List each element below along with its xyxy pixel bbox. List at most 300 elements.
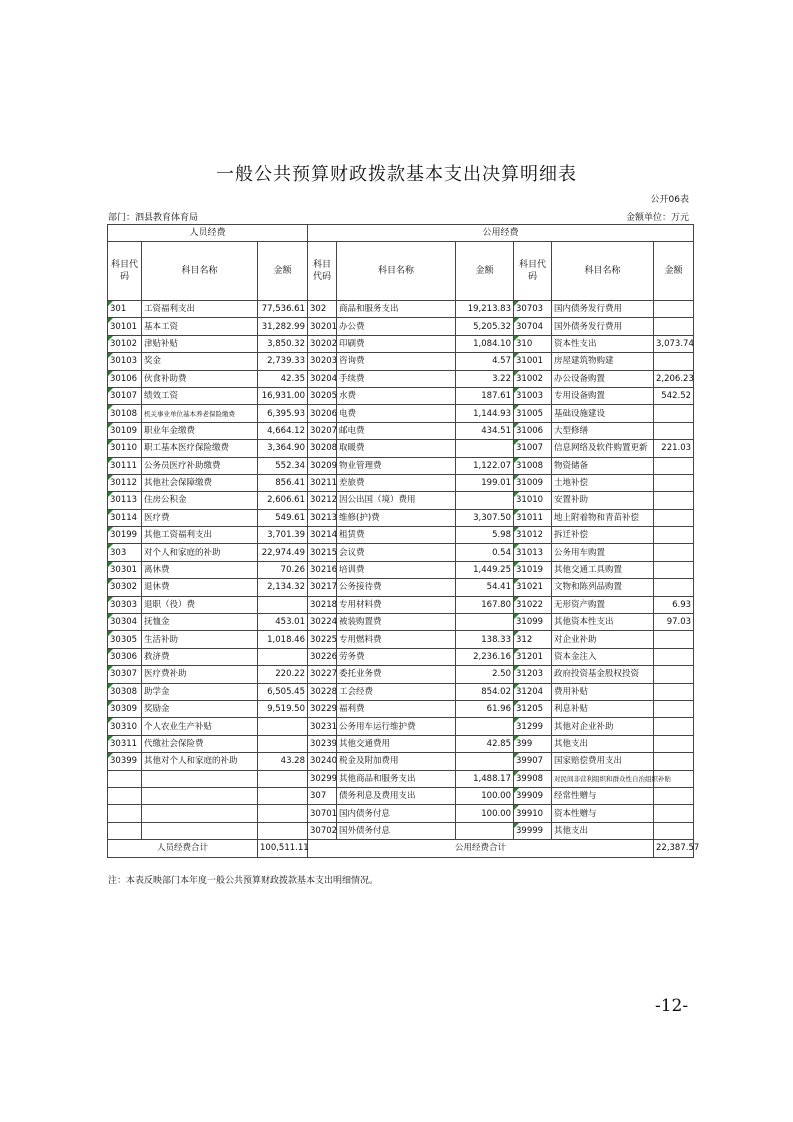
public-b-amount-cell (654, 318, 694, 335)
public-b-amount-cell (654, 648, 694, 665)
public-b-amount-cell (654, 509, 694, 526)
personnel-code-cell: 30311 (108, 735, 142, 752)
total-personnel-value: 100,511.11 (258, 840, 308, 857)
public-b-code-cell: 31010 (514, 492, 552, 509)
personnel-name-cell: 其他社会保障缴费 (142, 474, 258, 491)
public-a-name-cell: 水费 (337, 387, 456, 404)
public-b-amount-cell: 97.03 (654, 614, 694, 631)
public-a-amount-cell: 3,307.50 (456, 509, 514, 526)
public-a-amount-cell: 854.02 (456, 683, 514, 700)
public-b-name-cell: 对民间非营利组织和群众性自治组织补贴 (552, 770, 654, 787)
public-a-amount-cell: 2.50 (456, 666, 514, 683)
public-a-name-cell: 工会经费 (337, 683, 456, 700)
personnel-amount-cell (258, 822, 308, 839)
public-a-amount-cell: 4.57 (456, 353, 514, 370)
personnel-code-cell: 30310 (108, 718, 142, 735)
public-b-name-cell: 地上附着物和青苗补偿 (552, 509, 654, 526)
personnel-name-cell: 抚恤金 (142, 614, 258, 631)
personnel-amount-cell: 3,850.32 (258, 335, 308, 352)
personnel-name-cell: 住房公积金 (142, 492, 258, 509)
public-b-amount-cell (654, 666, 694, 683)
public-b-code-cell: 31022 (514, 596, 552, 613)
public-b-name-cell: 国外债务发行费用 (552, 318, 654, 335)
public-b-amount-cell (654, 405, 694, 422)
personnel-name-cell: 奖励金 (142, 700, 258, 717)
personnel-code-cell: 30309 (108, 700, 142, 717)
public-b-amount-cell (654, 579, 694, 596)
personnel-name-cell: 基本工资 (142, 318, 258, 335)
personnel-name-cell: 医疗费 (142, 509, 258, 526)
personnel-amount-cell: 77,536.61 (258, 301, 308, 318)
public-a-code-cell: 30206 (308, 405, 337, 422)
public-a-code-cell: 30225 (308, 631, 337, 648)
public-b-code-cell: 31007 (514, 440, 552, 457)
public-b-code-cell: 39999 (514, 822, 552, 839)
personnel-code-cell: 30112 (108, 474, 142, 491)
personnel-code-cell: 30109 (108, 422, 142, 439)
personnel-name-cell: 救济费 (142, 648, 258, 665)
column-header-name: 科目名称 (337, 242, 456, 301)
public-b-code-cell: 31006 (514, 422, 552, 439)
totals-row (108, 840, 694, 857)
public-b-code-cell: 31001 (514, 353, 552, 370)
public-a-code-cell: 30208 (308, 440, 337, 457)
personnel-code-cell: 30113 (108, 492, 142, 509)
personnel-amount-cell (258, 735, 308, 752)
public-b-name-cell: 房屋建筑物购建 (552, 353, 654, 370)
personnel-amount-cell: 1,018.46 (258, 631, 308, 648)
public-a-amount-cell: 187.61 (456, 387, 514, 404)
personnel-name-cell: 机关事业单位基本养老保险缴费 (142, 405, 258, 422)
public-a-amount-cell: 3.22 (456, 370, 514, 387)
public-b-name-cell: 资本性支出 (552, 335, 654, 352)
column-header-code: 科目代码 (514, 242, 552, 301)
public-b-amount-cell (654, 770, 694, 787)
public-b-name-cell: 信息网络及软件购置更新 (552, 440, 654, 457)
personnel-code-cell: 30301 (108, 561, 142, 578)
public-b-name-cell: 拆迁补偿 (552, 527, 654, 544)
public-a-code-cell: 30207 (308, 422, 337, 439)
public-b-code-cell: 312 (514, 631, 552, 648)
table-row (108, 700, 694, 717)
public-b-amount-cell: 221.03 (654, 440, 694, 457)
public-a-amount-cell: 42.85 (456, 735, 514, 752)
public-b-amount-cell (654, 787, 694, 804)
public-a-amount-cell: 100.00 (456, 787, 514, 804)
personnel-name-cell (142, 822, 258, 839)
public-b-name-cell: 其他交通工具购置 (552, 561, 654, 578)
public-a-name-cell: 公务用车运行维护费 (337, 718, 456, 735)
public-b-name-cell: 土地补偿 (552, 474, 654, 491)
table-row (108, 787, 694, 804)
table-row (108, 474, 694, 491)
public-a-name-cell: 培训费 (337, 561, 456, 578)
public-b-name-cell: 大型修缮 (552, 422, 654, 439)
personnel-code-cell: 30306 (108, 648, 142, 665)
personnel-name-cell: 个人农业生产补贴 (142, 718, 258, 735)
table-row (108, 387, 694, 404)
group-header-row (108, 225, 694, 242)
personnel-code-cell: 30102 (108, 335, 142, 352)
public-b-code-cell: 39909 (514, 787, 552, 804)
personnel-code-cell (108, 770, 142, 787)
table-row (108, 527, 694, 544)
public-a-amount-cell (456, 822, 514, 839)
public-a-code-cell: 30299 (308, 770, 337, 787)
table-row (108, 370, 694, 387)
public-a-code-cell: 30240 (308, 753, 337, 770)
public-b-amount-cell (654, 822, 694, 839)
personnel-code-cell: 30106 (108, 370, 142, 387)
public-b-name-cell: 对企业补助 (552, 631, 654, 648)
public-b-amount-cell (654, 718, 694, 735)
public-b-name-cell: 其他支出 (552, 735, 654, 752)
public-a-amount-cell (456, 753, 514, 770)
personnel-name-cell: 退职（役）费 (142, 596, 258, 613)
public-b-code-cell: 399 (514, 735, 552, 752)
public-b-code-cell: 31019 (514, 561, 552, 578)
personnel-amount-cell: 22,974.49 (258, 544, 308, 561)
public-b-name-cell: 基础设施建设 (552, 405, 654, 422)
public-b-code-cell: 31009 (514, 474, 552, 491)
public-a-code-cell: 30217 (308, 579, 337, 596)
public-b-amount-cell: 6.93 (654, 596, 694, 613)
personnel-amount-cell: 6,505.45 (258, 683, 308, 700)
public-a-code-cell: 30205 (308, 387, 337, 404)
column-header-name: 科目名称 (552, 242, 654, 301)
public-a-code-cell: 30218 (308, 596, 337, 613)
personnel-code-cell: 30399 (108, 753, 142, 770)
public-b-amount-cell (654, 422, 694, 439)
personnel-amount-cell: 2,134.32 (258, 579, 308, 596)
personnel-code-cell: 30303 (108, 596, 142, 613)
form-number: 公开06表 (650, 195, 689, 205)
column-header-amount: 金额 (258, 242, 308, 301)
personnel-name-cell: 工资福利支出 (142, 301, 258, 318)
personnel-code-cell: 303 (108, 544, 142, 561)
public-b-name-cell: 物资储备 (552, 457, 654, 474)
table-row (108, 822, 694, 839)
table-row (108, 805, 694, 822)
table-row (108, 440, 694, 457)
public-a-amount-cell: 5.98 (456, 527, 514, 544)
public-a-name-cell: 电费 (337, 405, 456, 422)
public-b-amount-cell (654, 683, 694, 700)
public-b-amount-cell (654, 301, 694, 318)
personnel-amount-cell (258, 596, 308, 613)
public-a-name-cell: 国内债务付息 (337, 805, 456, 822)
public-b-name-cell: 文物和陈列品购置 (552, 579, 654, 596)
public-b-code-cell: 31299 (514, 718, 552, 735)
table-row (108, 614, 694, 631)
personnel-amount-cell: 453.01 (258, 614, 308, 631)
public-a-code-cell: 30701 (308, 805, 337, 822)
public-a-code-cell: 30201 (308, 318, 337, 335)
public-a-amount-cell: 1,449.25 (456, 561, 514, 578)
public-a-code-cell: 30226 (308, 648, 337, 665)
public-a-amount-cell: 1,084.10 (456, 335, 514, 352)
personnel-amount-cell (258, 805, 308, 822)
column-header-code: 科目代码 (308, 242, 337, 301)
public-a-code-cell: 30231 (308, 718, 337, 735)
public-b-code-cell: 31012 (514, 527, 552, 544)
public-b-amount-cell (654, 735, 694, 752)
public-b-name-cell: 其他资本性支出 (552, 614, 654, 631)
public-a-amount-cell (456, 440, 514, 457)
public-a-name-cell: 被装购置费 (337, 614, 456, 631)
public-a-name-cell: 商品和服务支出 (337, 301, 456, 318)
public-a-name-cell: 公务接待费 (337, 579, 456, 596)
personnel-amount-cell: 9,519.50 (258, 700, 308, 717)
public-b-amount-cell (654, 561, 694, 578)
personnel-amount-cell: 31,282.99 (258, 318, 308, 335)
public-a-amount-cell: 54.41 (456, 579, 514, 596)
table-row (108, 544, 694, 561)
public-a-name-cell: 取暖费 (337, 440, 456, 457)
public-b-code-cell: 39910 (514, 805, 552, 822)
table-row (108, 509, 694, 526)
table-row (108, 457, 694, 474)
personnel-code-cell: 30308 (108, 683, 142, 700)
personnel-amount-cell: 549.61 (258, 509, 308, 526)
personnel-name-cell (142, 787, 258, 804)
table-row (108, 753, 694, 770)
table-row (108, 405, 694, 422)
personnel-name-cell: 医疗费补助 (142, 666, 258, 683)
public-b-name-cell: 公务用车购置 (552, 544, 654, 561)
personnel-code-cell (108, 805, 142, 822)
column-header-row (108, 242, 694, 301)
table-row (108, 301, 694, 318)
personnel-code-cell: 30199 (108, 527, 142, 544)
personnel-name-cell: 奖金 (142, 353, 258, 370)
personnel-code-cell: 30107 (108, 387, 142, 404)
personnel-amount-cell: 43.28 (258, 753, 308, 770)
expenditure-detail-table (107, 224, 700, 858)
public-a-amount-cell: 199.01 (456, 474, 514, 491)
public-b-code-cell: 31203 (514, 666, 552, 683)
personnel-name-cell: 公务员医疗补助缴费 (142, 457, 258, 474)
public-a-name-cell: 会议费 (337, 544, 456, 561)
group-header-public: 公用经费 (308, 225, 694, 242)
public-b-name-cell: 其他对企业补助 (552, 718, 654, 735)
public-a-name-cell: 因公出国（境）费用 (337, 492, 456, 509)
table-row (108, 492, 694, 509)
public-b-code-cell: 31099 (514, 614, 552, 631)
public-a-code-cell: 30227 (308, 666, 337, 683)
public-b-code-cell: 31011 (514, 509, 552, 526)
public-b-code-cell: 30703 (514, 301, 552, 318)
public-b-code-cell: 31021 (514, 579, 552, 596)
personnel-amount-cell: 552.34 (258, 457, 308, 474)
amount-unit-label: 金额单位：万元 (625, 213, 689, 223)
public-b-amount-cell (654, 474, 694, 491)
public-a-amount-cell: 167.80 (456, 596, 514, 613)
personnel-name-cell: 代缴社会保险费 (142, 735, 258, 752)
personnel-amount-cell: 3,364.90 (258, 440, 308, 457)
column-header-amount: 金额 (456, 242, 514, 301)
table-row (108, 666, 694, 683)
public-a-code-cell: 30214 (308, 527, 337, 544)
public-a-name-cell: 维修(护)费 (337, 509, 456, 526)
personnel-amount-cell: 42.35 (258, 370, 308, 387)
personnel-amount-cell: 2,739.33 (258, 353, 308, 370)
public-b-name-cell: 政府投资基金股权投资 (552, 666, 654, 683)
public-a-name-cell: 其他交通费用 (337, 735, 456, 752)
page-number: -12- (655, 996, 689, 1016)
public-b-name-cell: 安置补助 (552, 492, 654, 509)
public-a-amount-cell (456, 492, 514, 509)
personnel-code-cell (108, 787, 142, 804)
personnel-code-cell: 30302 (108, 579, 142, 596)
public-b-code-cell: 31201 (514, 648, 552, 665)
table-row (108, 735, 694, 752)
personnel-amount-cell: 4,664.12 (258, 422, 308, 439)
public-a-name-cell: 债务利息及费用支出 (337, 787, 456, 804)
public-a-name-cell: 其他商品和服务支出 (337, 770, 456, 787)
public-b-name-cell: 资本金注入 (552, 648, 654, 665)
public-b-amount-cell (654, 527, 694, 544)
public-a-name-cell: 福利费 (337, 700, 456, 717)
personnel-amount-cell: 220.22 (258, 666, 308, 683)
table-row (108, 648, 694, 665)
public-a-amount-cell: 2,236.16 (456, 648, 514, 665)
table-row (108, 335, 694, 352)
public-b-name-cell: 经常性赠与 (552, 787, 654, 804)
personnel-amount-cell (258, 770, 308, 787)
public-b-code-cell: 31008 (514, 457, 552, 474)
public-a-amount-cell (456, 718, 514, 735)
personnel-amount-cell: 70.26 (258, 561, 308, 578)
personnel-amount-cell: 856.41 (258, 474, 308, 491)
personnel-code-cell: 30101 (108, 318, 142, 335)
personnel-name-cell: 职业年金缴费 (142, 422, 258, 439)
column-header-name: 科目名称 (142, 242, 258, 301)
public-b-code-cell: 30704 (514, 318, 552, 335)
personnel-name-cell (142, 805, 258, 822)
public-a-code-cell: 30702 (308, 822, 337, 839)
public-b-name-cell: 无形资产购置 (552, 596, 654, 613)
public-b-amount-cell (654, 753, 694, 770)
personnel-amount-cell: 16,931.00 (258, 387, 308, 404)
public-a-code-cell: 30211 (308, 474, 337, 491)
public-b-amount-cell: 2,206.23 (654, 370, 694, 387)
total-public-label: 公用经费合计 (308, 840, 654, 857)
personnel-name-cell: 其他工资福利支出 (142, 527, 258, 544)
public-b-amount-cell: 3,073.74 (654, 335, 694, 352)
public-a-code-cell: 302 (308, 301, 337, 318)
column-header-code: 科目代码 (108, 242, 142, 301)
public-a-name-cell: 物业管理费 (337, 457, 456, 474)
personnel-name-cell: 退休费 (142, 579, 258, 596)
public-a-code-cell: 30229 (308, 700, 337, 717)
total-public-value: 22,387.57 (654, 840, 694, 857)
table-row (108, 422, 694, 439)
personnel-code-cell: 30103 (108, 353, 142, 370)
public-a-amount-cell: 61.96 (456, 700, 514, 717)
public-a-name-cell: 差旅费 (337, 474, 456, 491)
personnel-name-cell: 生活补助 (142, 631, 258, 648)
personnel-code-cell: 301 (108, 301, 142, 318)
personnel-amount-cell (258, 787, 308, 804)
public-a-name-cell: 专用材料费 (337, 596, 456, 613)
public-a-name-cell: 专用燃料费 (337, 631, 456, 648)
personnel-name-cell: 其他对个人和家庭的补助 (142, 753, 258, 770)
public-a-name-cell: 办公费 (337, 318, 456, 335)
public-a-code-cell: 30215 (308, 544, 337, 561)
public-a-name-cell: 劳务费 (337, 648, 456, 665)
public-a-name-cell: 印刷费 (337, 335, 456, 352)
public-b-name-cell: 资本性赠与 (552, 805, 654, 822)
table-row (108, 561, 694, 578)
public-b-name-cell: 国家赔偿费用支出 (552, 753, 654, 770)
public-a-amount-cell: 19,213.83 (456, 301, 514, 318)
public-b-amount-cell (654, 805, 694, 822)
public-b-amount-cell (654, 631, 694, 648)
personnel-amount-cell (258, 718, 308, 735)
public-b-code-cell: 39908 (514, 770, 552, 787)
public-a-amount-cell: 434.51 (456, 422, 514, 439)
public-b-name-cell: 国内债务发行费用 (552, 301, 654, 318)
public-a-code-cell: 307 (308, 787, 337, 804)
public-b-code-cell: 31003 (514, 387, 552, 404)
personnel-code-cell: 30108 (108, 405, 142, 422)
public-b-code-cell: 31204 (514, 683, 552, 700)
personnel-amount-cell (258, 648, 308, 665)
public-a-name-cell: 咨询费 (337, 353, 456, 370)
public-b-code-cell: 31013 (514, 544, 552, 561)
personnel-name-cell: 伙食补助费 (142, 370, 258, 387)
public-a-name-cell: 手续费 (337, 370, 456, 387)
public-a-amount-cell: 1,488.17 (456, 770, 514, 787)
personnel-amount-cell: 6,395.93 (258, 405, 308, 422)
public-a-code-cell: 30213 (308, 509, 337, 526)
table-row (108, 683, 694, 700)
personnel-name-cell: 对个人和家庭的补助 (142, 544, 258, 561)
document-title: 一般公共预算财政拨款基本支出决算明细表 (216, 164, 577, 185)
public-a-name-cell: 委托业务费 (337, 666, 456, 683)
personnel-amount-cell: 3,701.39 (258, 527, 308, 544)
public-a-code-cell: 30212 (308, 492, 337, 509)
public-a-amount-cell: 5,205.32 (456, 318, 514, 335)
public-a-amount-cell: 138.33 (456, 631, 514, 648)
public-a-name-cell: 邮电费 (337, 422, 456, 439)
group-header-personnel: 人员经费 (108, 225, 308, 242)
public-a-amount-cell: 1,122.07 (456, 457, 514, 474)
public-b-amount-cell (654, 700, 694, 717)
public-a-code-cell: 30224 (308, 614, 337, 631)
public-b-code-cell: 31002 (514, 370, 552, 387)
public-b-amount-cell (654, 457, 694, 474)
public-a-code-cell: 30202 (308, 335, 337, 352)
public-a-amount-cell: 100.00 (456, 805, 514, 822)
personnel-name-cell: 离休费 (142, 561, 258, 578)
public-b-code-cell: 39907 (514, 753, 552, 770)
table-row (108, 318, 694, 335)
personnel-name-cell: 绩效工资 (142, 387, 258, 404)
public-b-amount-cell (654, 544, 694, 561)
personnel-code-cell: 30114 (108, 509, 142, 526)
public-b-name-cell: 其他支出 (552, 822, 654, 839)
personnel-code-cell: 30110 (108, 440, 142, 457)
public-b-name-cell: 费用补贴 (552, 683, 654, 700)
public-a-code-cell: 30204 (308, 370, 337, 387)
public-a-code-cell: 30216 (308, 561, 337, 578)
table-row (108, 718, 694, 735)
column-header-amount: 金额 (654, 242, 694, 301)
public-a-name-cell: 税金及附加费用 (337, 753, 456, 770)
public-b-code-cell: 31205 (514, 700, 552, 717)
